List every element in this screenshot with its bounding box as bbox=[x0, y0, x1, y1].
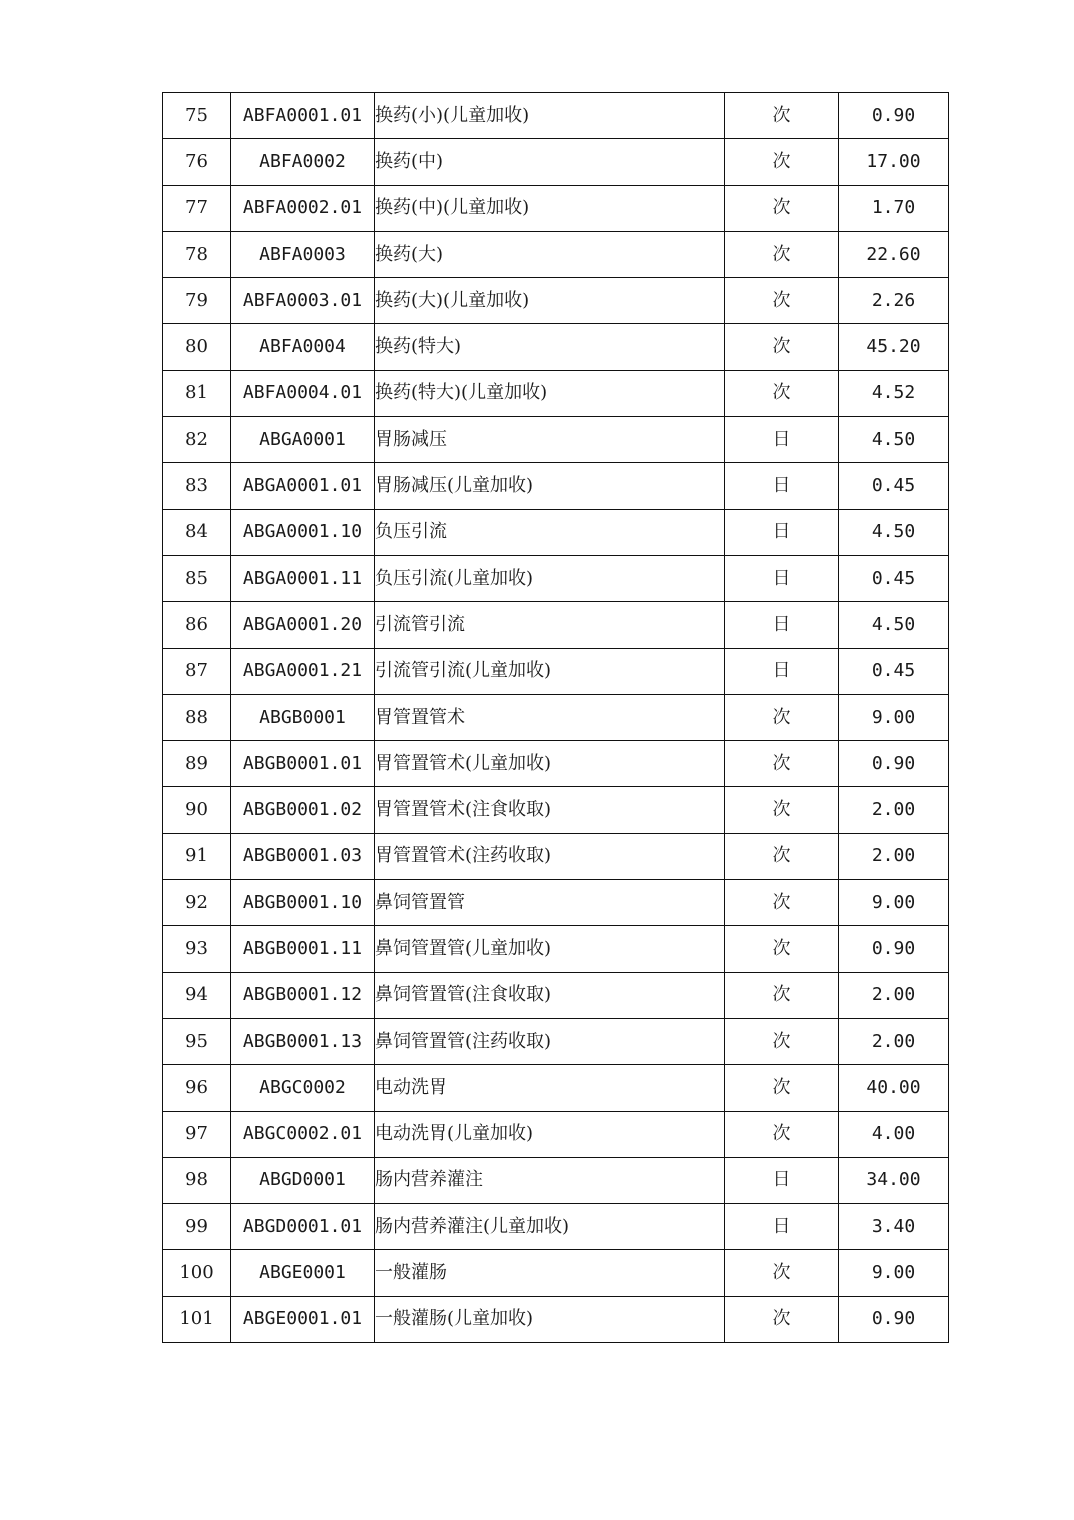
fee-table-body bbox=[163, 93, 949, 1343]
row-number: 92 bbox=[163, 880, 231, 926]
row-number: 86 bbox=[163, 602, 231, 648]
table-row bbox=[163, 1204, 949, 1250]
item-name: 换药(中)(儿童加收) bbox=[375, 185, 725, 231]
table-row bbox=[163, 1111, 949, 1157]
item-unit: 次 bbox=[725, 1296, 839, 1342]
item-name: 鼻饲管置管(儿童加收) bbox=[375, 926, 725, 972]
row-number: 93 bbox=[163, 926, 231, 972]
item-unit: 次 bbox=[725, 787, 839, 833]
table-row bbox=[163, 370, 949, 416]
item-name: 一般灌肠(儿童加收) bbox=[375, 1296, 725, 1342]
item-name: 换药(大) bbox=[375, 231, 725, 277]
item-unit: 日 bbox=[725, 602, 839, 648]
item-name: 鼻饲管置管 bbox=[375, 880, 725, 926]
row-number: 89 bbox=[163, 741, 231, 787]
item-unit: 次 bbox=[725, 880, 839, 926]
item-code: ABGD0001.01 bbox=[231, 1204, 375, 1250]
table-row bbox=[163, 93, 949, 139]
row-number: 96 bbox=[163, 1065, 231, 1111]
item-name: 肠内营养灌注 bbox=[375, 1157, 725, 1203]
item-price: 1.70 bbox=[839, 185, 949, 231]
row-number: 81 bbox=[163, 370, 231, 416]
item-name: 胃肠减压 bbox=[375, 417, 725, 463]
item-name: 负压引流 bbox=[375, 509, 725, 555]
item-price: 4.50 bbox=[839, 417, 949, 463]
row-number: 99 bbox=[163, 1204, 231, 1250]
item-code: ABGA0001 bbox=[231, 417, 375, 463]
row-number: 82 bbox=[163, 417, 231, 463]
item-name: 一般灌肠 bbox=[375, 1250, 725, 1296]
row-number: 94 bbox=[163, 972, 231, 1018]
item-code: ABGB0001.02 bbox=[231, 787, 375, 833]
row-number: 76 bbox=[163, 139, 231, 185]
item-unit: 次 bbox=[725, 1250, 839, 1296]
item-price: 4.52 bbox=[839, 370, 949, 416]
row-number: 79 bbox=[163, 278, 231, 324]
item-unit: 次 bbox=[725, 741, 839, 787]
item-code: ABFA0001.01 bbox=[231, 93, 375, 139]
table-row bbox=[163, 926, 949, 972]
item-unit: 日 bbox=[725, 509, 839, 555]
row-number: 77 bbox=[163, 185, 231, 231]
item-name: 电动洗胃(儿童加收) bbox=[375, 1111, 725, 1157]
row-number: 87 bbox=[163, 648, 231, 694]
item-name: 电动洗胃 bbox=[375, 1065, 725, 1111]
table-row bbox=[163, 694, 949, 740]
row-number: 101 bbox=[163, 1296, 231, 1342]
item-code: ABFA0004 bbox=[231, 324, 375, 370]
item-unit: 日 bbox=[725, 463, 839, 509]
row-number: 98 bbox=[163, 1157, 231, 1203]
item-unit: 日 bbox=[725, 1157, 839, 1203]
table-row bbox=[163, 1250, 949, 1296]
row-number: 83 bbox=[163, 463, 231, 509]
item-price: 0.90 bbox=[839, 93, 949, 139]
item-unit: 次 bbox=[725, 324, 839, 370]
item-price: 0.90 bbox=[839, 741, 949, 787]
item-price: 22.60 bbox=[839, 231, 949, 277]
table-row bbox=[163, 972, 949, 1018]
item-name: 引流管引流(儿童加收) bbox=[375, 648, 725, 694]
item-unit: 次 bbox=[725, 694, 839, 740]
item-price: 2.00 bbox=[839, 833, 949, 879]
item-code: ABFA0004.01 bbox=[231, 370, 375, 416]
item-price: 4.50 bbox=[839, 602, 949, 648]
fee-table bbox=[162, 92, 949, 1343]
row-number: 75 bbox=[163, 93, 231, 139]
row-number: 100 bbox=[163, 1250, 231, 1296]
table-row bbox=[163, 555, 949, 601]
item-code: ABFA0002 bbox=[231, 139, 375, 185]
item-name: 鼻饲管置管(注食收取) bbox=[375, 972, 725, 1018]
table-row bbox=[163, 741, 949, 787]
item-code: ABFA0002.01 bbox=[231, 185, 375, 231]
table-row bbox=[163, 278, 949, 324]
item-name: 胃管置管术 bbox=[375, 694, 725, 740]
item-price: 17.00 bbox=[839, 139, 949, 185]
item-price: 0.90 bbox=[839, 926, 949, 972]
item-code: ABGB0001.10 bbox=[231, 880, 375, 926]
item-code: ABFA0003.01 bbox=[231, 278, 375, 324]
row-number: 90 bbox=[163, 787, 231, 833]
table-row bbox=[163, 602, 949, 648]
table-row bbox=[163, 1296, 949, 1342]
item-code: ABGB0001.03 bbox=[231, 833, 375, 879]
item-name: 胃管置管术(注药收取) bbox=[375, 833, 725, 879]
item-price: 2.00 bbox=[839, 1018, 949, 1064]
table-row bbox=[163, 509, 949, 555]
item-price: 9.00 bbox=[839, 1250, 949, 1296]
table-row bbox=[163, 833, 949, 879]
row-number: 88 bbox=[163, 694, 231, 740]
item-price: 34.00 bbox=[839, 1157, 949, 1203]
item-price: 40.00 bbox=[839, 1065, 949, 1111]
item-name: 引流管引流 bbox=[375, 602, 725, 648]
item-code: ABFA0003 bbox=[231, 231, 375, 277]
item-code: ABGC0002.01 bbox=[231, 1111, 375, 1157]
item-code: ABGC0002 bbox=[231, 1065, 375, 1111]
item-unit: 日 bbox=[725, 417, 839, 463]
item-name: 换药(中) bbox=[375, 139, 725, 185]
item-price: 2.00 bbox=[839, 972, 949, 1018]
item-name: 胃管置管术(注食收取) bbox=[375, 787, 725, 833]
row-number: 85 bbox=[163, 555, 231, 601]
row-number: 78 bbox=[163, 231, 231, 277]
table-row bbox=[163, 1018, 949, 1064]
item-name: 换药(特大) bbox=[375, 324, 725, 370]
item-price: 0.90 bbox=[839, 1296, 949, 1342]
item-name: 负压引流(儿童加收) bbox=[375, 555, 725, 601]
item-code: ABGE0001 bbox=[231, 1250, 375, 1296]
table-row bbox=[163, 463, 949, 509]
item-name: 肠内营养灌注(儿童加收) bbox=[375, 1204, 725, 1250]
item-unit: 次 bbox=[725, 278, 839, 324]
row-number: 97 bbox=[163, 1111, 231, 1157]
item-price: 2.26 bbox=[839, 278, 949, 324]
item-code: ABGB0001.11 bbox=[231, 926, 375, 972]
item-unit: 次 bbox=[725, 1018, 839, 1064]
item-code: ABGA0001.21 bbox=[231, 648, 375, 694]
item-code: ABGA0001.20 bbox=[231, 602, 375, 648]
table-row bbox=[163, 231, 949, 277]
item-name: 换药(大)(儿童加收) bbox=[375, 278, 725, 324]
item-price: 2.00 bbox=[839, 787, 949, 833]
item-code: ABGE0001.01 bbox=[231, 1296, 375, 1342]
row-number: 95 bbox=[163, 1018, 231, 1064]
table-row bbox=[163, 185, 949, 231]
row-number: 84 bbox=[163, 509, 231, 555]
item-name: 换药(特大)(儿童加收) bbox=[375, 370, 725, 416]
item-name: 换药(小)(儿童加收) bbox=[375, 93, 725, 139]
item-price: 45.20 bbox=[839, 324, 949, 370]
item-unit: 次 bbox=[725, 370, 839, 416]
item-code: ABGA0001.11 bbox=[231, 555, 375, 601]
item-unit: 日 bbox=[725, 1204, 839, 1250]
table-row bbox=[163, 880, 949, 926]
item-unit: 次 bbox=[725, 926, 839, 972]
item-price: 0.45 bbox=[839, 648, 949, 694]
item-code: ABGB0001.01 bbox=[231, 741, 375, 787]
row-number: 91 bbox=[163, 833, 231, 879]
item-unit: 日 bbox=[725, 555, 839, 601]
item-price: 0.45 bbox=[839, 555, 949, 601]
item-unit: 次 bbox=[725, 833, 839, 879]
table-row bbox=[163, 1157, 949, 1203]
item-unit: 次 bbox=[725, 231, 839, 277]
item-code: ABGB0001 bbox=[231, 694, 375, 740]
item-price: 4.50 bbox=[839, 509, 949, 555]
item-price: 3.40 bbox=[839, 1204, 949, 1250]
table-row bbox=[163, 787, 949, 833]
item-price: 9.00 bbox=[839, 880, 949, 926]
item-unit: 次 bbox=[725, 1065, 839, 1111]
item-unit: 次 bbox=[725, 1111, 839, 1157]
table-row bbox=[163, 139, 949, 185]
item-unit: 次 bbox=[725, 185, 839, 231]
table-row bbox=[163, 648, 949, 694]
item-price: 0.45 bbox=[839, 463, 949, 509]
item-name: 胃管置管术(儿童加收) bbox=[375, 741, 725, 787]
item-code: ABGD0001 bbox=[231, 1157, 375, 1203]
item-code: ABGA0001.01 bbox=[231, 463, 375, 509]
item-code: ABGB0001.12 bbox=[231, 972, 375, 1018]
item-unit: 次 bbox=[725, 93, 839, 139]
item-unit: 日 bbox=[725, 648, 839, 694]
item-code: ABGB0001.13 bbox=[231, 1018, 375, 1064]
item-code: ABGA0001.10 bbox=[231, 509, 375, 555]
table-row bbox=[163, 324, 949, 370]
item-name: 胃肠减压(儿童加收) bbox=[375, 463, 725, 509]
item-name: 鼻饲管置管(注药收取) bbox=[375, 1018, 725, 1064]
item-unit: 次 bbox=[725, 139, 839, 185]
item-price: 9.00 bbox=[839, 694, 949, 740]
table-row bbox=[163, 417, 949, 463]
item-price: 4.00 bbox=[839, 1111, 949, 1157]
item-unit: 次 bbox=[725, 972, 839, 1018]
table-row bbox=[163, 1065, 949, 1111]
row-number: 80 bbox=[163, 324, 231, 370]
